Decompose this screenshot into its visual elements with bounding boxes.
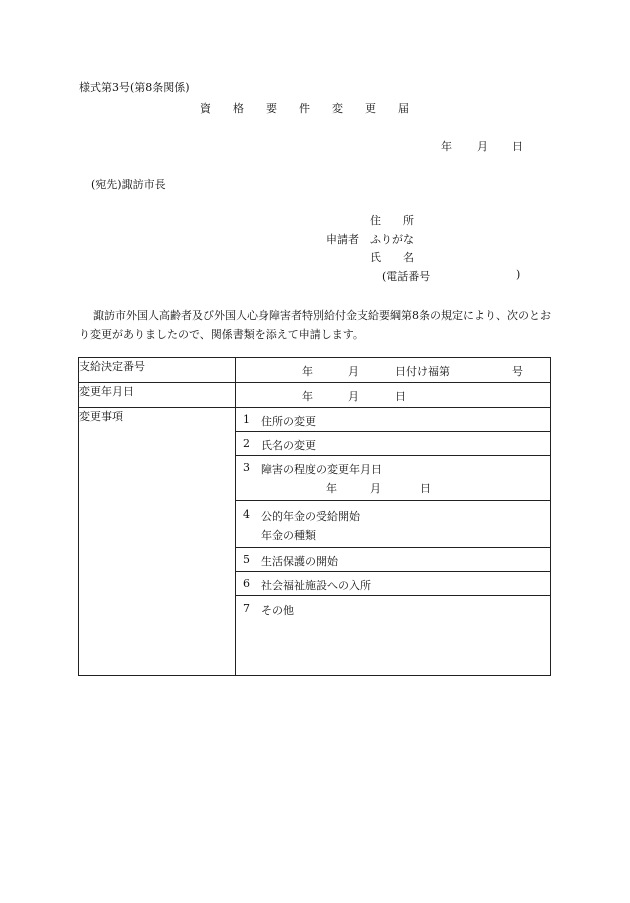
change-item[interactable] <box>236 548 550 572</box>
title-char: 資 <box>200 102 213 115</box>
form-number: 様式第3号(第8条関係) <box>79 81 190 94</box>
title-char: 届 <box>398 102 411 115</box>
decision-year: 年 <box>302 365 313 378</box>
title-char: 要 <box>266 102 279 115</box>
change-item[interactable] <box>236 501 550 548</box>
change-item[interactable] <box>236 456 550 501</box>
date-month: 月 <box>477 140 488 153</box>
change-day: 日 <box>395 390 406 403</box>
phone-close: ) <box>516 268 521 281</box>
decision-number-suffix: 号 <box>512 365 523 378</box>
change-date-field[interactable] <box>236 383 551 408</box>
item-subtext: 年金の種類 <box>261 529 316 542</box>
date-day: 日 <box>512 140 523 153</box>
decision-number-label: 支給決定番号 <box>79 358 236 383</box>
item-number: 1 <box>243 413 250 426</box>
item-text: その他 <box>261 604 294 617</box>
date-year: 年 <box>441 140 452 153</box>
phone-label: (電話番号 <box>382 270 431 283</box>
change-item[interactable] <box>236 572 550 596</box>
item-number: 3 <box>243 461 250 474</box>
item-text: 公的年金の受給開始 <box>261 510 360 523</box>
addressee: (宛先)諏訪市長 <box>91 178 166 191</box>
title-char: 件 <box>299 102 312 115</box>
item-month: 月 <box>370 482 381 495</box>
decision-number-field[interactable] <box>236 358 551 383</box>
item-day: 日 <box>420 482 431 495</box>
item-number: 7 <box>243 602 250 615</box>
change-item[interactable] <box>236 596 550 674</box>
item-number: 2 <box>243 437 250 450</box>
change-items-cell <box>236 408 551 676</box>
item-text: 住所の変更 <box>261 415 316 428</box>
title-char: 変 <box>332 102 345 115</box>
change-year: 年 <box>302 390 313 403</box>
change-month: 月 <box>348 390 359 403</box>
name-label: 氏 名 <box>370 251 414 264</box>
furigana-label: ふりがな <box>370 233 414 246</box>
item-number: 5 <box>243 553 250 566</box>
item-number: 4 <box>243 508 250 521</box>
change-items-label: 変更事項 <box>79 408 236 676</box>
applicant-label: 申請者 <box>326 233 359 246</box>
change-form-table <box>78 357 551 676</box>
item-text: 社会福祉施設への入所 <box>261 579 371 592</box>
item-text: 氏名の変更 <box>261 439 316 452</box>
address-label: 住 所 <box>370 214 414 227</box>
decision-text: 日付け福第 <box>395 365 450 378</box>
decision-month: 月 <box>348 365 359 378</box>
change-item[interactable] <box>236 408 550 432</box>
title-char: 格 <box>233 102 246 115</box>
item-year: 年 <box>326 482 337 495</box>
title-char: 更 <box>365 102 378 115</box>
body-text: 諏訪市外国人高齢者及び外国人心身障害者特別給付金支給要綱第8条の規定により、次のとおり変更がありましたので、関係書類を添えて申請します。 <box>79 309 551 341</box>
change-date-label: 変更年月日 <box>79 383 236 408</box>
item-number: 6 <box>243 577 250 590</box>
document-title <box>200 100 431 116</box>
item-text: 生活保護の開始 <box>261 555 338 568</box>
item-text: 障害の程度の変更年月日 <box>261 463 382 476</box>
change-item[interactable] <box>236 432 550 456</box>
